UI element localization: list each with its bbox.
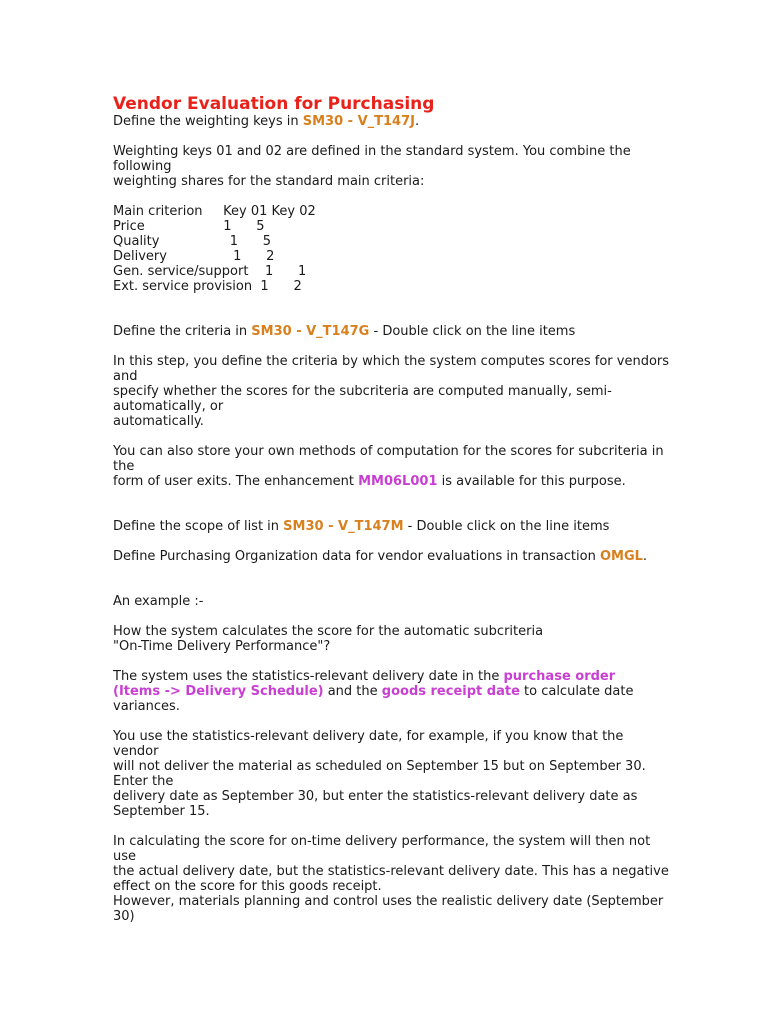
paragraph-line xyxy=(113,669,658,684)
transaction-link-v-t147j[interactable]: SM30 - V_T147J xyxy=(302,114,415,129)
paragraph-line: effect on the score for this goods receipt. xyxy=(113,879,382,894)
spacer xyxy=(113,564,658,579)
page-title: Vendor Evaluation for Purchasing xyxy=(113,94,435,114)
text: is available for this purpose. xyxy=(437,474,626,489)
spacer xyxy=(113,819,658,834)
paragraph-line: and xyxy=(113,369,138,384)
spacer xyxy=(113,129,658,144)
spacer xyxy=(113,609,658,624)
scope-line xyxy=(113,519,658,534)
paragraph-line: will not deliver the material as scheduled on September 15 but on September 30. xyxy=(113,759,646,774)
paragraph-line: vendor xyxy=(113,744,159,759)
goods-receipt-date-link[interactable]: goods receipt date xyxy=(381,684,520,699)
criteria-table-row: Main criterion Key 01 Key 02 xyxy=(113,204,316,219)
paragraph-line: the actual delivery date, but the statistics-relevant delivery date. This has a negative xyxy=(113,864,669,879)
paragraph-line: Enter the xyxy=(113,774,174,789)
text: Define the scope of list in xyxy=(113,519,284,534)
criteria-table-row: Price 1 5 xyxy=(113,219,265,234)
weighting-keys-line xyxy=(113,114,658,129)
text: . xyxy=(415,114,420,129)
text: . xyxy=(642,549,648,564)
paragraph-line: weighting shares for the standard main criteria: xyxy=(113,174,425,189)
text: form of user exits. The enhancement xyxy=(113,474,359,489)
paragraph-line: "On-Time Delivery Performance"? xyxy=(113,639,331,654)
paragraph-line: delivery date as September 30, but enter the statistics-relevant delivery date as xyxy=(113,789,638,804)
spacer xyxy=(113,579,658,594)
text: to calculate date xyxy=(519,684,634,699)
enhancement-link-mm06l001[interactable]: MM06L001 xyxy=(358,474,438,489)
text: and the xyxy=(323,684,382,699)
text: Define the weighting keys in xyxy=(113,114,303,129)
paragraph-line: You use the statistics-relevant delivery date, for example, if you know that the xyxy=(113,729,624,744)
transaction-link-v-t147m[interactable]: SM30 - V_T147M xyxy=(283,519,404,534)
spacer xyxy=(113,534,658,549)
delivery-schedule-link[interactable]: (Items -> Delivery Schedule) xyxy=(113,684,324,699)
paragraph-line: the xyxy=(113,459,135,474)
text: The system uses the statistics-relevant delivery date in the xyxy=(113,669,504,684)
text: - Double click on the line items xyxy=(403,519,610,534)
paragraph-line: use xyxy=(113,849,137,864)
spacer xyxy=(113,309,658,324)
spacer xyxy=(113,654,658,669)
spacer xyxy=(113,294,658,309)
purchase-order-link[interactable]: purchase order xyxy=(503,669,616,684)
paragraph-line: automatically. xyxy=(113,414,204,429)
spacer xyxy=(113,714,658,729)
spacer xyxy=(113,189,658,204)
paragraph-line: In calculating the score for on-time delivery performance, the system will then not xyxy=(113,834,651,849)
paragraph-line: specify whether the scores for the subcriteria are computed manually, semi- xyxy=(113,384,612,399)
paragraph-line: In this step, you define the criteria by which the system computes scores for vendors xyxy=(113,354,670,369)
transaction-link-v-t147g[interactable]: SM30 - V_T147G xyxy=(251,324,370,339)
criteria-table-row: Gen. service/support 1 1 xyxy=(113,264,307,279)
paragraph-line: How the system calculates the score for the automatic subcriteria xyxy=(113,624,544,639)
user-exit-line xyxy=(113,474,658,489)
document-body xyxy=(113,94,670,924)
paragraph-line: following xyxy=(113,159,172,174)
spacer xyxy=(113,429,658,444)
paragraph-line xyxy=(113,684,658,699)
spacer xyxy=(113,489,658,504)
paragraph-line: automatically, or xyxy=(113,399,224,414)
paragraph-line: variances. xyxy=(113,699,180,714)
example-heading: An example :- xyxy=(113,594,204,609)
criteria-table-row: Ext. service provision 1 2 xyxy=(113,279,302,294)
text: - Double click on the line items xyxy=(369,324,576,339)
purchasing-org-line xyxy=(113,549,658,564)
paragraph-line: 30) xyxy=(113,909,135,924)
text: Define Purchasing Organization data for vendor evaluations in transaction xyxy=(113,549,600,564)
transaction-link-omgl[interactable]: OMGL xyxy=(599,549,643,564)
paragraph-line: September 15. xyxy=(113,804,210,819)
spacer xyxy=(113,504,658,519)
paragraph-line: However, materials planning and control uses the realistic delivery date (September xyxy=(113,894,664,909)
criteria-line xyxy=(113,324,658,339)
spacer xyxy=(113,339,658,354)
paragraph-line: Weighting keys 01 and 02 are defined in the standard system. You combine the xyxy=(113,144,631,159)
criteria-table-row: Quality 1 5 xyxy=(113,234,272,249)
text: Define the criteria in xyxy=(113,324,252,339)
criteria-table-row: Delivery 1 2 xyxy=(113,249,275,264)
paragraph-line: You can also store your own methods of computation for the scores for subcriteria in xyxy=(113,444,664,459)
